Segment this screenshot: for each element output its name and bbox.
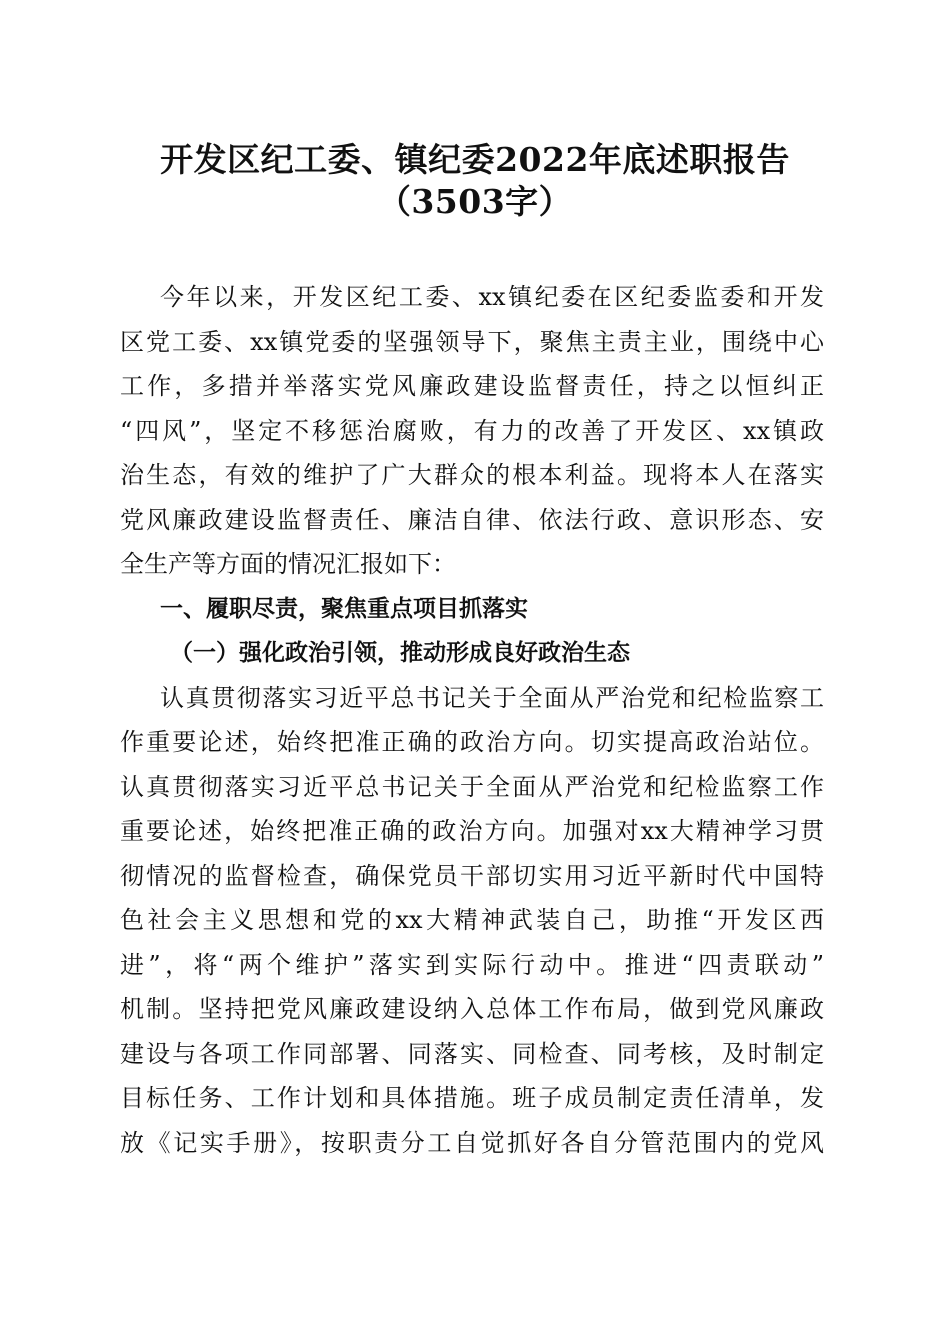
paragraph-line: 机制。坚持把党风廉政建设纳入总体工作布局，做到党风廉政 — [120, 995, 824, 1023]
paragraph-line: 区党工委、xx镇党委的坚强领导下，聚焦主责主业，围绕中心 — [120, 327, 824, 356]
document-body — [120, 275, 824, 1165]
paragraph-line: 认真贯彻落实习近平总书记关于全面从严治党和纪检监察工 — [160, 683, 824, 712]
paragraph-line: 今年以来，开发区纪工委、xx镇纪委在区纪委监委和开发 — [160, 283, 824, 311]
subsection-heading: （一）强化政治引领，推动形成良好政治生态 — [170, 639, 630, 666]
paragraph-line: 工作，多措并举落实党风廉政建设监督责任，持之以恒纠正 — [120, 372, 824, 400]
paragraph-line: 放《记实手册》，按职责分工自觉抓好各自分管范围内的党风 — [120, 1128, 824, 1157]
paragraph-line: “四风”，坚定不移惩治腐败，有力的改善了开发区、xx镇政 — [120, 416, 824, 445]
paragraph-line: 进”，将“两个维护”落实到实际行动中。推进“四责联动” — [120, 950, 824, 979]
paragraph-line: 建设与各项工作同部署、同落实、同检查、同考核，及时制定 — [120, 1039, 824, 1068]
paragraph-line: 全生产等方面的情况汇报如下： — [120, 550, 456, 578]
paragraph-line: 作重要论述，始终把准正确的政治方向。切实提高政治站位。 — [120, 728, 824, 756]
document-subtitle: （3503字） — [377, 182, 573, 221]
section-heading: 一、履职尽责，聚焦重点项目抓落实 — [160, 595, 528, 622]
paragraph-line: 治生态，有效的维护了广大群众的根本利益。现将本人在落实 — [120, 461, 824, 489]
paragraph-line: 目标任务、工作计划和具体措施。班子成员制定责任清单，发 — [120, 1084, 824, 1112]
paragraph-line: 彻情况的监督检查，确保党员干部切实用习近平新时代中国特 — [120, 861, 824, 890]
paragraph-line: 认真贯彻落实习近平总书记关于全面从严治党和纪检监察工作 — [120, 772, 824, 801]
document-title: 开发区纪工委、镇纪委2022年底述职报告 — [160, 140, 790, 179]
paragraph-line: 重要论述，始终把准正确的政治方向。加强对xx大精神学习贯 — [120, 817, 824, 845]
paragraph-line: 党风廉政建设监督责任、廉洁自律、依法行政、意识形态、安 — [120, 505, 824, 534]
paragraph-line: 色社会主义思想和党的xx大精神武装自己，助推“开发区西 — [120, 906, 824, 934]
